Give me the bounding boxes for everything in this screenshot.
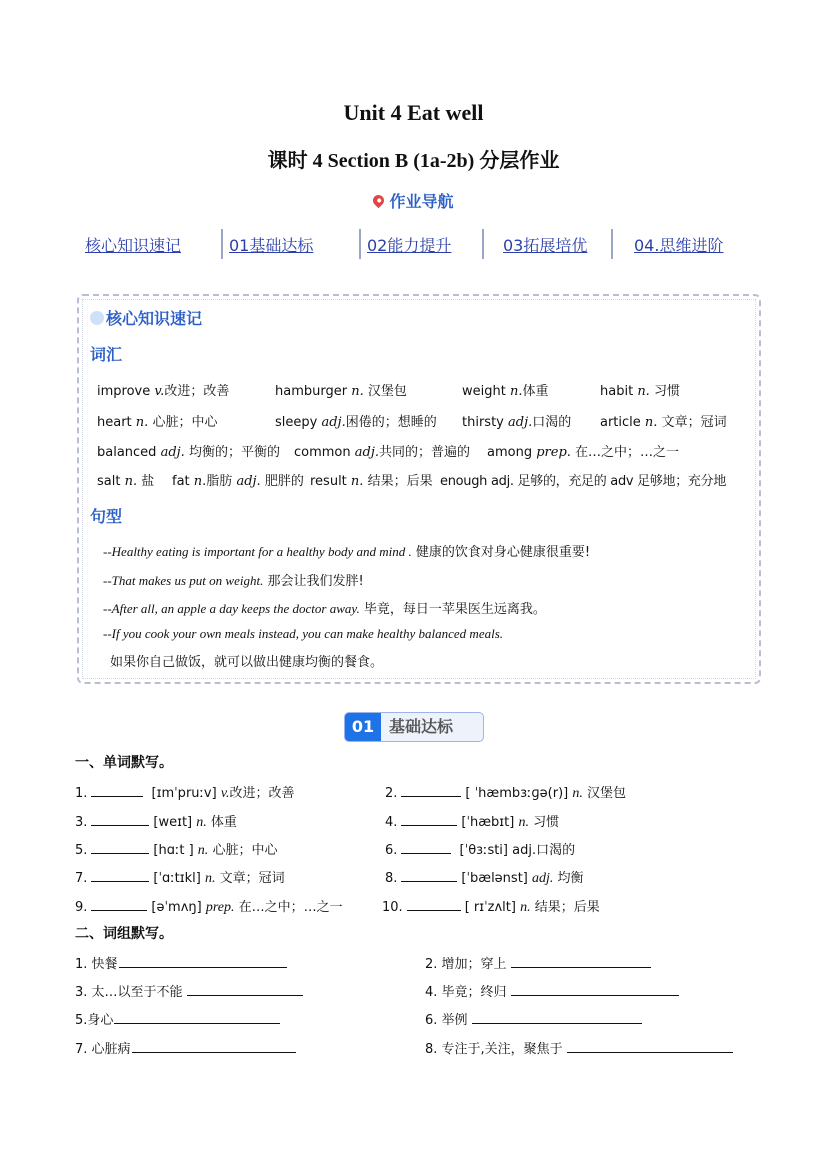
answer-blank[interactable] [91, 898, 147, 911]
section-badge [344, 712, 484, 742]
vocab-item: article n. 文章；冠词 [600, 415, 727, 430]
phrase-item: 4. 毕竟；终归 [425, 981, 683, 1000]
sentence-item: --Healthy eating is important for a healthy body and mind . 健康的饮食对身心健康很重要! [103, 544, 591, 560]
vocab-item: thirsty adj.口渴的 [462, 415, 572, 430]
vocab-item: heart n. 心脏；中心 [97, 415, 218, 430]
vocab-item: weight n.体重 [462, 384, 549, 399]
vocab-item: fat n.脂肪 adj. 肥胖的 [172, 474, 304, 489]
phrase-item: 7. 心脏病 [75, 1038, 300, 1057]
vocab-item: enough adj. 足够的，充足的 adv 足够地；充分地 [440, 474, 727, 489]
question-item: 3. [weɪt] n. 体重 [75, 815, 237, 830]
answer-blank[interactable] [511, 955, 651, 968]
nav-divider [221, 229, 223, 259]
answer-blank[interactable] [132, 1040, 296, 1053]
answer-blank[interactable] [401, 869, 457, 882]
question-item: 2. [ ˈhæmbɜːɡə(r)] n. 汉堡包 [385, 786, 627, 801]
nav-divider [359, 229, 361, 259]
vocab-item: among prep. 在…之中；…之一 [487, 445, 680, 460]
question-item: 1. [ɪmˈpruːv] v.改进；改善 [75, 786, 295, 801]
answer-blank[interactable] [91, 869, 149, 882]
nav-link-thinking[interactable]: 04.思维进阶 [634, 236, 724, 255]
location-pin-icon [371, 193, 387, 209]
answer-blank[interactable] [472, 1011, 642, 1024]
answer-blank[interactable] [407, 898, 461, 911]
nav-link-ability[interactable]: 02能力提升 [367, 236, 452, 255]
phrase-item: 1. 快餐 [75, 953, 291, 972]
vocab-heading: 词汇 [90, 345, 123, 364]
nav-heading [0, 189, 827, 212]
answer-blank[interactable] [91, 841, 149, 854]
answer-blank[interactable] [187, 983, 303, 996]
answer-blank[interactable] [91, 813, 149, 826]
page-subtitle: 课时 4 Section B (1a-2b) 分层作业 [267, 150, 560, 172]
vocab-item: hamburger n. 汉堡包 [275, 384, 407, 399]
phrase-item: 3. 太…以至于不能 [75, 981, 307, 1000]
answer-blank[interactable] [91, 784, 143, 797]
question-item: 10. [ rɪˈzʌlt] n. 结果；后果 [382, 900, 600, 915]
part2-heading: 二、词组默写。 [75, 926, 173, 942]
section-number: 01 [345, 713, 381, 741]
answer-blank[interactable] [401, 813, 457, 826]
question-item: 8. [ˈbælənst] adj. 均衡 [385, 871, 584, 886]
nav-divider [482, 229, 484, 259]
nav-link-core-knowledge[interactable]: 核心知识速记 [85, 236, 182, 255]
sentence-item: --That makes us put on weight. 那会让我们发胖! [103, 573, 364, 589]
phrase-item: 8. 专注于,关注，聚焦于 [425, 1038, 737, 1057]
answer-blank[interactable] [511, 983, 679, 996]
phrase-item: 6. 举例 [425, 1009, 646, 1028]
phrase-item: 2. 增加；穿上 [425, 953, 655, 972]
vocab-item: salt n. 盐 [97, 474, 155, 489]
nav-divider [611, 229, 613, 259]
bubble-icon [90, 311, 104, 325]
part1-heading: 一、单词默写。 [75, 755, 173, 771]
knowledge-heading [90, 306, 202, 329]
page-title: Unit 4 Eat well [343, 100, 484, 125]
vocab-item: sleepy adj.困倦的；想睡的 [275, 415, 437, 430]
question-item: 4. [ˈhæbɪt] n. 习惯 [385, 815, 560, 830]
nav-link-extension[interactable]: 03拓展培优 [503, 236, 588, 255]
phrase-item: 5.身心 [75, 1009, 284, 1028]
sentence-heading: 句型 [90, 507, 123, 526]
question-item: 9. [əˈmʌŋ] prep. 在…之中；…之一 [75, 900, 343, 915]
sentence-item: --After all, an apple a day keeps the doctor away. 毕竟，每日一苹果医生远离我。 [103, 601, 546, 617]
question-item: 5. [hɑːt ] n. 心脏；中心 [75, 843, 278, 858]
nav-link-basic[interactable]: 01基础达标 [229, 236, 314, 255]
answer-blank[interactable] [567, 1040, 733, 1053]
vocab-item: common adj.共同的；普遍的 [294, 445, 471, 460]
section-label: 基础达标 [389, 717, 454, 736]
question-item: 6. [ˈθɜːsti] adj.口渴的 [385, 843, 576, 858]
answer-blank[interactable] [119, 955, 287, 968]
vocab-item: habit n. 习惯 [600, 384, 680, 399]
sentence-translation: 如果你自己做饭，就可以做出健康均衡的餐食。 [110, 655, 384, 670]
sentence-item: --If you cook your own meals instead, you can make healthy balanced meals. [103, 626, 504, 641]
vocab-item: result n. 结果；后果 [310, 474, 433, 489]
answer-blank[interactable] [401, 784, 461, 797]
knowledge-heading-text: 核心知识速记 [106, 309, 203, 328]
nav-heading-text: 作业导航 [389, 192, 454, 211]
vocab-item: balanced adj. 均衡的；平衡的 [97, 445, 280, 460]
answer-blank[interactable] [114, 1011, 280, 1024]
vocab-item: improve v.改进；改善 [97, 384, 230, 399]
answer-blank[interactable] [401, 841, 451, 854]
question-item: 7. [ˈɑːtɪkl] n. 文章；冠词 [75, 871, 285, 886]
